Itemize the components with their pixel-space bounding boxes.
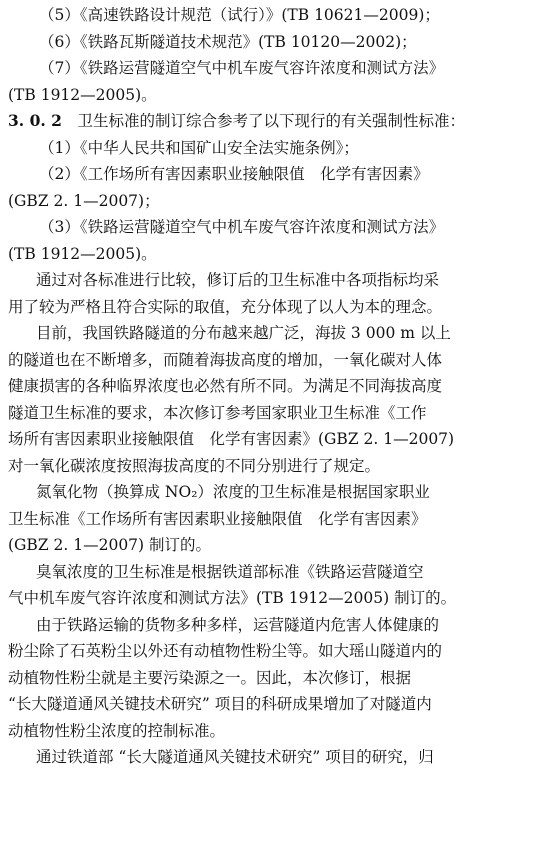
section-text: 卫生标准的制订综合参考了以下现行的有关强制性标准： bbox=[77, 112, 465, 130]
text-line: (GBZ 2. 1—2007) 制订的。 bbox=[8, 536, 212, 554]
text-line: 卫生标准《工作场所有害因素职业接触限值 化学有害因素》 bbox=[8, 509, 427, 528]
section-heading bbox=[8, 108, 544, 135]
text-line: 由于铁路运输的货物多种多样，运营隧道内危害人体健康的 bbox=[36, 615, 440, 634]
text-line: 对一氧化碳浓度按照海拔高度的不同分别进行了规定。 bbox=[8, 456, 381, 475]
text-line: 气中机车废气容许浓度和测试方法》(TB 1912—2005) 制订的。 bbox=[8, 589, 457, 607]
text-line: (GBZ 2. 1—2007)； bbox=[8, 191, 160, 210]
text-line: （2）《工作场所有害因素职业接触限值 化学有害因素》 bbox=[39, 165, 429, 183]
text-line: （6）《铁路瓦斯隧道技术规范》(TB 10120—2002)； bbox=[39, 32, 417, 51]
text-line: 氮氧化物（换算成 NO₂）浓度的卫生标准是根据国家职业 bbox=[36, 483, 430, 501]
text-line: (TB 1912—2005)。 bbox=[8, 85, 157, 104]
text-line: “长大隧道通风关键技术研究” 项目的科研成果增加了对隧道内 bbox=[8, 695, 432, 713]
text-line: 隧道卫生标准的要求，本次修订参考国家职业卫生标准《工作 bbox=[8, 403, 427, 422]
text-line: （1）《中华人民共和国矿山安全法实施条例》； bbox=[39, 138, 359, 157]
text-line: 目前，我国铁路隧道的分布越来越广泛，海拔 3 000 m 以上 bbox=[36, 324, 451, 342]
text-line: （3）《铁路运营隧道空气中机车废气容许浓度和测试方法》 bbox=[39, 218, 445, 236]
text-line: 动植物性粉尘就是主要污染源之一。因此，本次修订，根据 bbox=[8, 668, 412, 687]
section-number: 3. 0. 2 bbox=[8, 111, 62, 130]
text-line: 粉尘除了石英粉尘以外还有动植物性粉尘等。如大瑶山隧道内的 bbox=[8, 642, 443, 660]
text-line: （5）《高速铁路设计规范（试行）》(TB 10621—2009)； bbox=[39, 6, 440, 24]
text-line: 臭氧浓度的卫生标准是根据铁道部标准《铁路运营隧道空 bbox=[36, 562, 424, 581]
text-line: 动植物性粉尘浓度的控制标准。 bbox=[8, 721, 226, 740]
text-line: 通过对各标准进行比较，修订后的卫生标准中各项指标均采 bbox=[36, 271, 440, 289]
text-line: 场所有害因素职业接触限值 化学有害因素》(GBZ 2. 1—2007) bbox=[8, 430, 455, 448]
text-line: （7）《铁路运营隧道空气中机车废气容许浓度和测试方法》 bbox=[39, 59, 445, 77]
text-line: 健康损害的各种临界浓度也必然有所不同。为满足不同海拔高度 bbox=[8, 377, 443, 395]
text-line: 用了较为严格且符合实际的取值，充分体现了以人为本的理念。 bbox=[8, 297, 443, 316]
text-line: 通过铁道部 “长大隧道通风关键技术研究” 项目的研究，归 bbox=[36, 748, 434, 766]
text-line: (TB 1912—2005)。 bbox=[8, 244, 157, 263]
text-line: 的隧道也在不断增多，而随着海拔高度的增加，一氧化碳对人体 bbox=[8, 350, 443, 369]
